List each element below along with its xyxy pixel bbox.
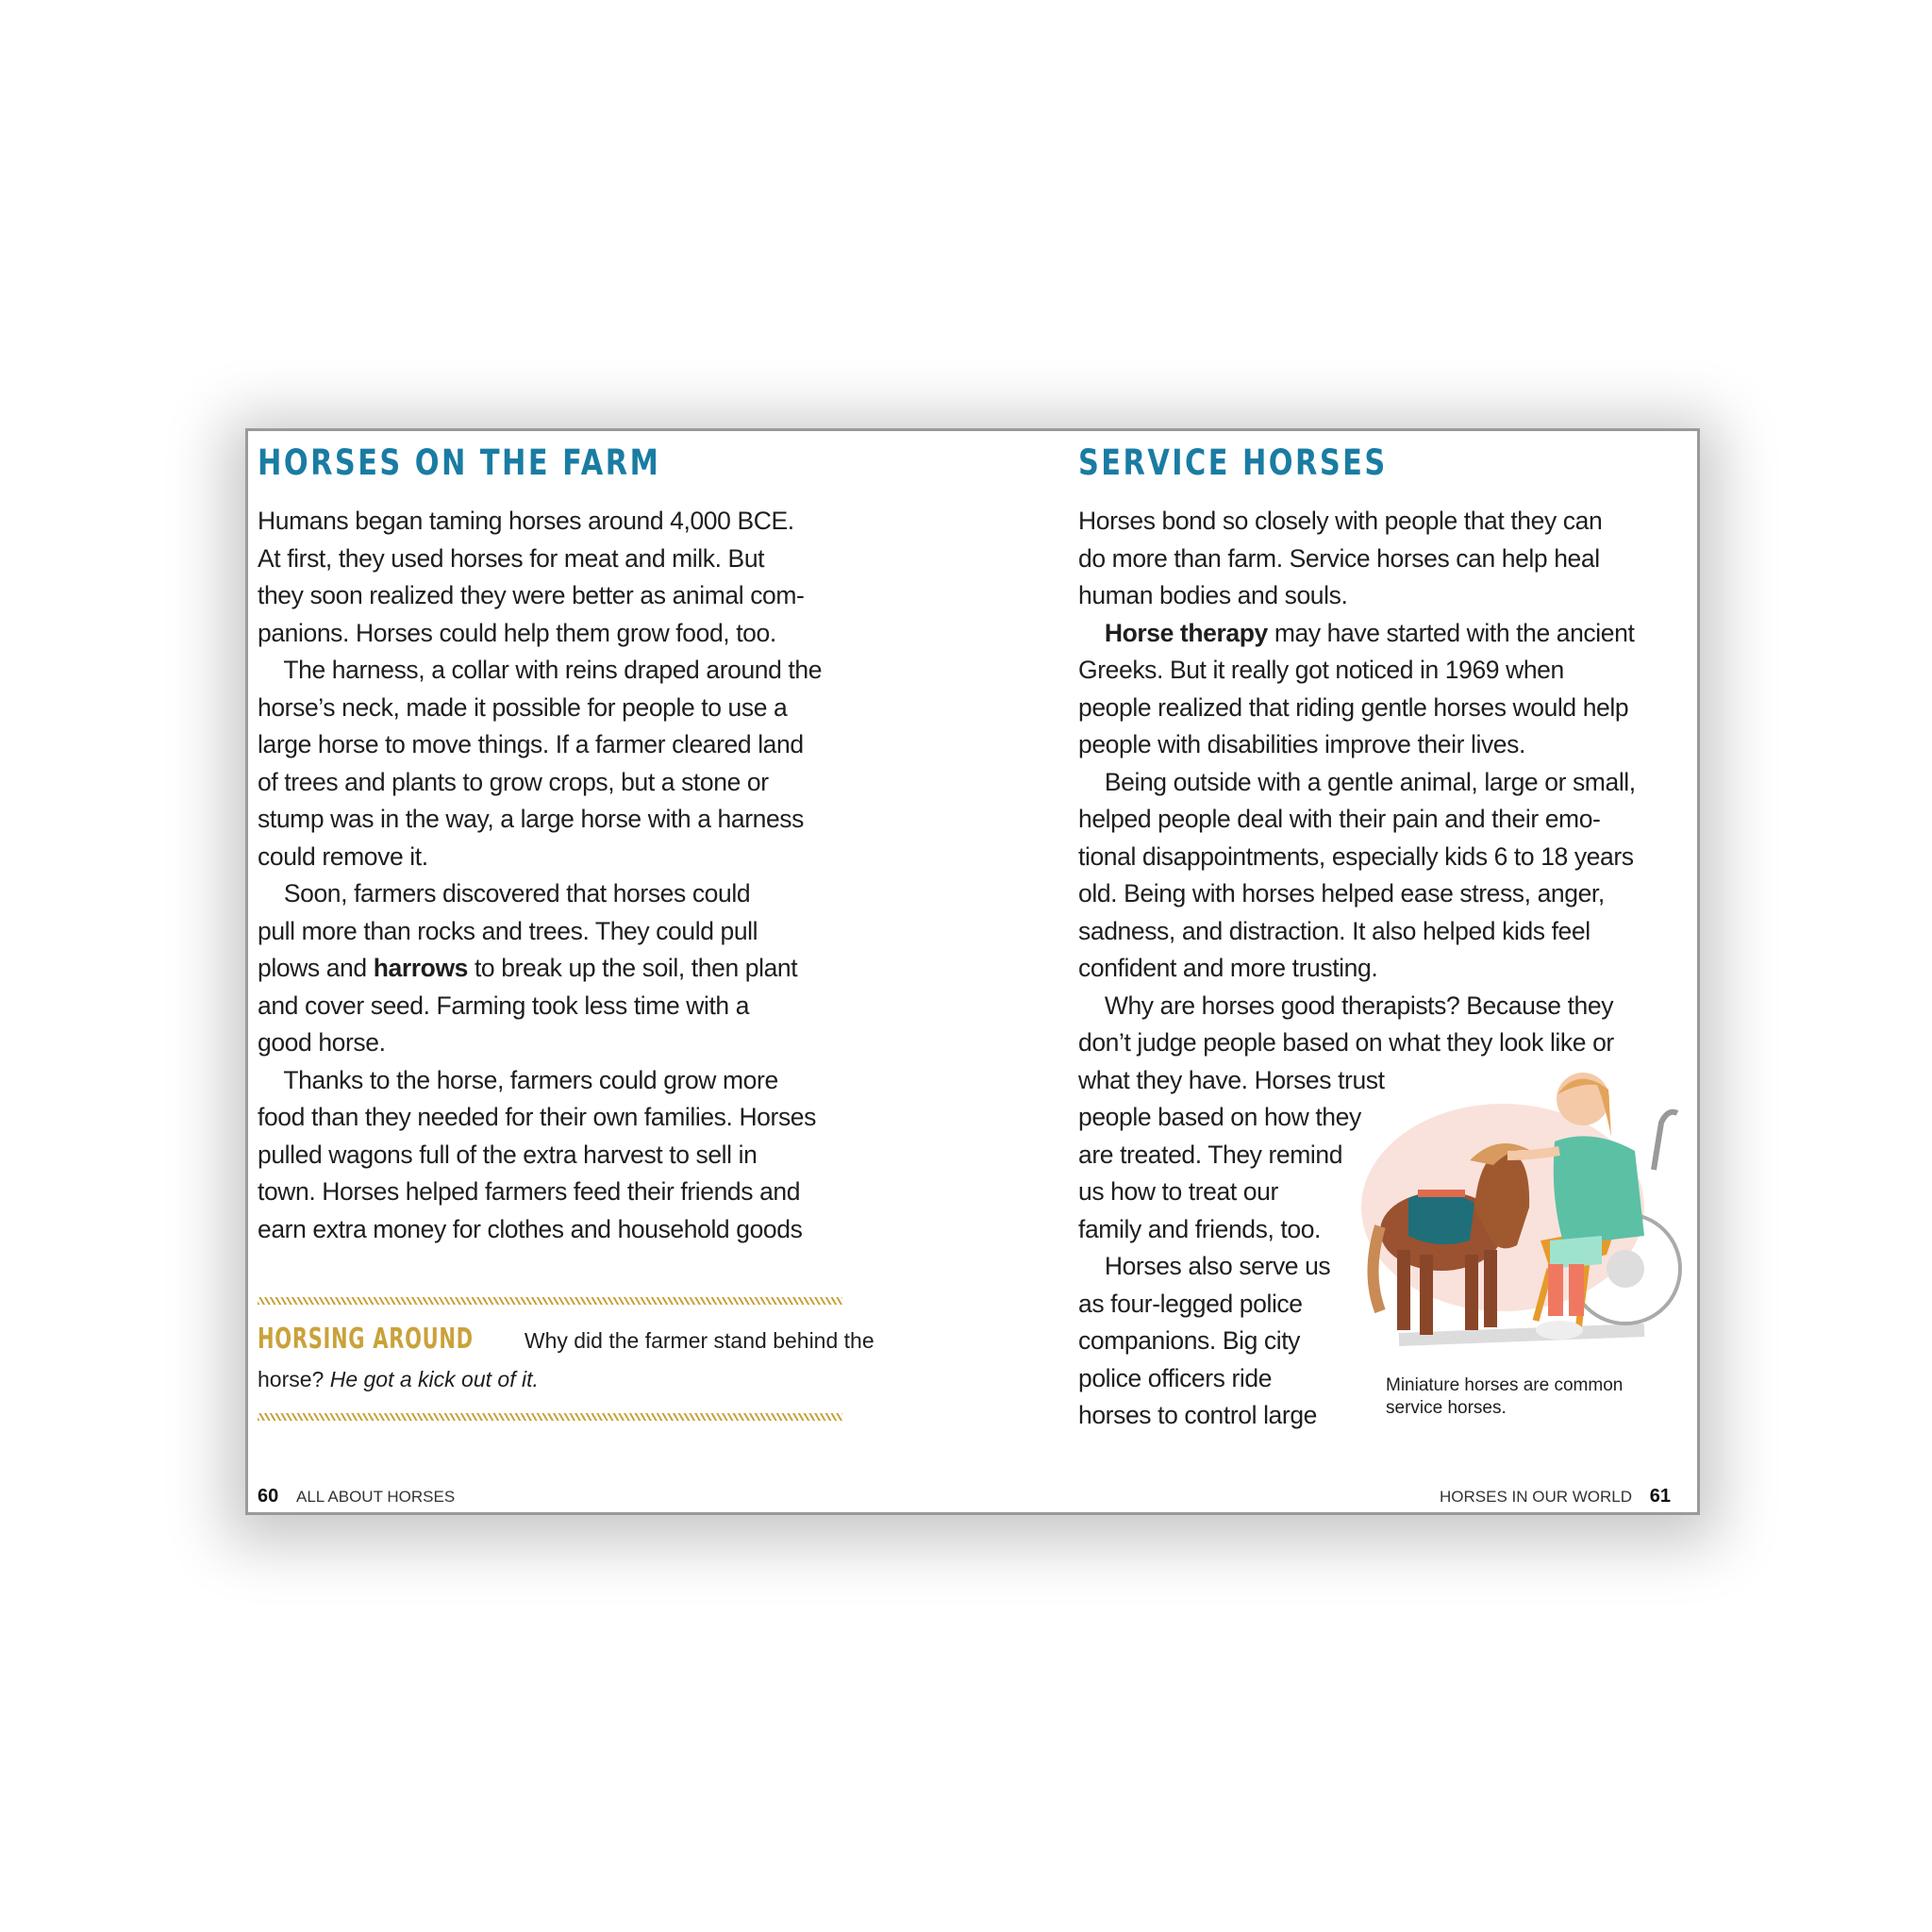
text-segment: helped people deal with their pain and their emo- <box>1078 805 1601 833</box>
body-text-line <box>1078 1177 1278 1207</box>
body-text-line <box>1078 879 1605 908</box>
body-text-line <box>258 1028 386 1058</box>
text-segment: don’t judge people based on what they look like or <box>1078 1028 1614 1057</box>
text-segment: us how to treat our <box>1078 1177 1278 1206</box>
text-segment: Horses bond so closely with people that they can <box>1078 507 1603 535</box>
body-text-line <box>258 1066 778 1095</box>
body-text-line <box>1078 768 1636 797</box>
text-segment: people with disabilities improve their lives. <box>1078 730 1525 758</box>
right-footer <box>1440 1486 1671 1507</box>
body-text-line <box>1078 730 1525 759</box>
body-text-line <box>258 507 794 536</box>
body-text-line <box>1078 1103 1361 1132</box>
body-text-line <box>1078 842 1634 872</box>
key-term: Horse therapy <box>1104 618 1268 647</box>
body-text-line <box>258 768 769 797</box>
body-text-line <box>1078 1326 1300 1356</box>
joke-answer: He got a kick out of it. <box>329 1367 539 1391</box>
body-text-line <box>258 1103 816 1132</box>
body-text-line <box>1078 656 1564 685</box>
text-segment: do more than farm. Service horses can help heal <box>1078 543 1600 573</box>
text-segment: Horses also serve us <box>1078 1252 1331 1280</box>
text-segment: police officers ride <box>1078 1363 1273 1392</box>
text-segment: stump was in the way, a large horse with a harness <box>258 805 804 833</box>
body-text-line <box>258 879 750 908</box>
body-text-line <box>1078 1290 1303 1319</box>
body-text-line <box>258 1141 757 1170</box>
text-segment: pull more than rocks and trees. They could pull <box>258 916 758 945</box>
body-text-line <box>258 581 805 610</box>
body-text-line <box>258 544 764 574</box>
body-text-line <box>1078 619 1634 648</box>
text-segment: large horse to move things. If a farmer cleared land <box>258 730 804 758</box>
body-text-line <box>1078 581 1347 610</box>
page-number-right: 61 <box>1649 1486 1671 1507</box>
body-text-line <box>258 730 804 759</box>
body-text-line <box>258 1215 802 1244</box>
text-segment: could remove it. <box>258 841 428 871</box>
body-text-line <box>258 619 776 648</box>
text-segment: Being outside with a gentle animal, large or small, <box>1078 767 1636 796</box>
body-text-line <box>258 954 797 983</box>
text-segment: town. Horses helped farmers feed their friends and <box>258 1177 801 1206</box>
text-segment: sadness, and distraction. It also helped kids feel <box>1078 916 1591 945</box>
text-segment: earn extra money for clothes and household goods <box>258 1214 803 1243</box>
text-segment: Soon, farmers discovered that horses could <box>258 879 751 908</box>
text-segment: what they have. Horses trust <box>1078 1065 1385 1094</box>
key-term: harrows <box>373 954 468 982</box>
sidebar-stripe-top <box>258 1297 842 1305</box>
text-segment: may have started with the ancient <box>1267 618 1635 647</box>
body-text-line <box>1078 954 1377 983</box>
text-segment: panions. Horses could help them grow food, too. <box>258 618 776 647</box>
page-number-left: 60 <box>258 1486 279 1507</box>
text-segment: tional disappointments, especially kids 6 to 18 years <box>1078 841 1634 871</box>
text-segment: family and friends, too. <box>1078 1214 1322 1243</box>
left-footer <box>258 1486 455 1507</box>
left-page-heading: HORSES ON THE FARM <box>258 442 661 483</box>
text-segment: good horse. <box>258 1028 386 1057</box>
body-text-line <box>1078 1141 1342 1170</box>
text-segment: plows and <box>258 954 374 982</box>
text-segment: pulled wagons full of the extra harvest to sell in <box>258 1140 758 1169</box>
book-spread <box>245 428 1700 1515</box>
text-segment: to break up the soil, then plant <box>468 954 798 982</box>
body-text-line <box>1078 1215 1321 1244</box>
body-text-line <box>1078 917 1591 946</box>
body-text-line <box>258 693 787 723</box>
text-segment <box>1078 619 1105 647</box>
text-segment: At first, they used horses for meat and milk. But <box>258 543 765 573</box>
text-segment: companions. Big city <box>1078 1326 1301 1355</box>
body-text-line <box>1078 544 1600 574</box>
text-segment: as four-legged police <box>1078 1289 1303 1318</box>
body-text-line <box>258 656 822 685</box>
body-text-line <box>1078 1252 1330 1281</box>
text-segment: are treated. They remind <box>1078 1140 1343 1169</box>
text-segment: people based on how they <box>1078 1103 1361 1131</box>
illustration-caption: Miniature horses are common service horses. <box>1386 1375 1624 1418</box>
body-text-line <box>1078 693 1628 723</box>
joke-line-2 <box>258 1367 539 1392</box>
text-segment: food than they needed for their own families. Horses <box>258 1103 816 1131</box>
text-segment: old. Being with horses helped ease stress, anger, <box>1078 879 1605 908</box>
running-head-right: HORSES IN OUR WORLD <box>1439 1488 1633 1506</box>
text-segment: confident and more trusting. <box>1078 954 1378 982</box>
body-text-line <box>258 1177 800 1207</box>
body-text-line <box>258 991 749 1021</box>
text-segment: Humans began taming horses around 4,000 BCE. <box>258 507 794 535</box>
text-segment: people realized that riding gentle horses would help <box>1078 692 1629 722</box>
text-segment: horse’s neck, made it possible for people to use a <box>258 692 788 722</box>
body-text-line <box>1078 1028 1614 1058</box>
sidebar-stripe-bottom <box>258 1413 842 1421</box>
text-segment: Thanks to the horse, farmers could grow more <box>258 1065 778 1094</box>
body-text-line <box>1078 991 1613 1021</box>
text-segment: they soon realized they were better as animal com- <box>258 581 805 609</box>
joke-question-end: horse? <box>258 1367 330 1391</box>
text-segment: and cover seed. Farming took less time with a <box>258 991 750 1020</box>
running-head-left: ALL ABOUT HORSES <box>295 1488 456 1506</box>
body-text-line <box>258 805 804 834</box>
body-text-line <box>1078 1066 1385 1095</box>
right-page-heading: SERVICE HORSES <box>1078 442 1388 483</box>
body-text-line <box>1078 1364 1272 1393</box>
body-text-line <box>1078 1401 1317 1430</box>
joke-question: Why did the farmer stand behind the <box>524 1328 874 1353</box>
text-segment: of trees and plants to grow crops, but a stone or <box>258 767 769 796</box>
body-text-line <box>1078 805 1600 834</box>
pony-and-girl-illustration <box>1361 1066 1687 1363</box>
body-text-line <box>258 842 428 872</box>
body-text-line <box>1078 507 1602 536</box>
text-segment: Why are horses good therapists? Because they <box>1078 991 1614 1020</box>
joke-line-1 <box>258 1323 874 1356</box>
text-segment: Greeks. But it really got noticed in 1969 when <box>1078 656 1564 684</box>
joke-label: HORSING AROUND <box>258 1323 474 1356</box>
text-segment: horses to control large <box>1078 1401 1317 1429</box>
text-segment: The harness, a collar with reins draped around the <box>258 656 823 684</box>
text-segment: human bodies and souls. <box>1078 581 1348 609</box>
body-text-line <box>258 917 758 946</box>
